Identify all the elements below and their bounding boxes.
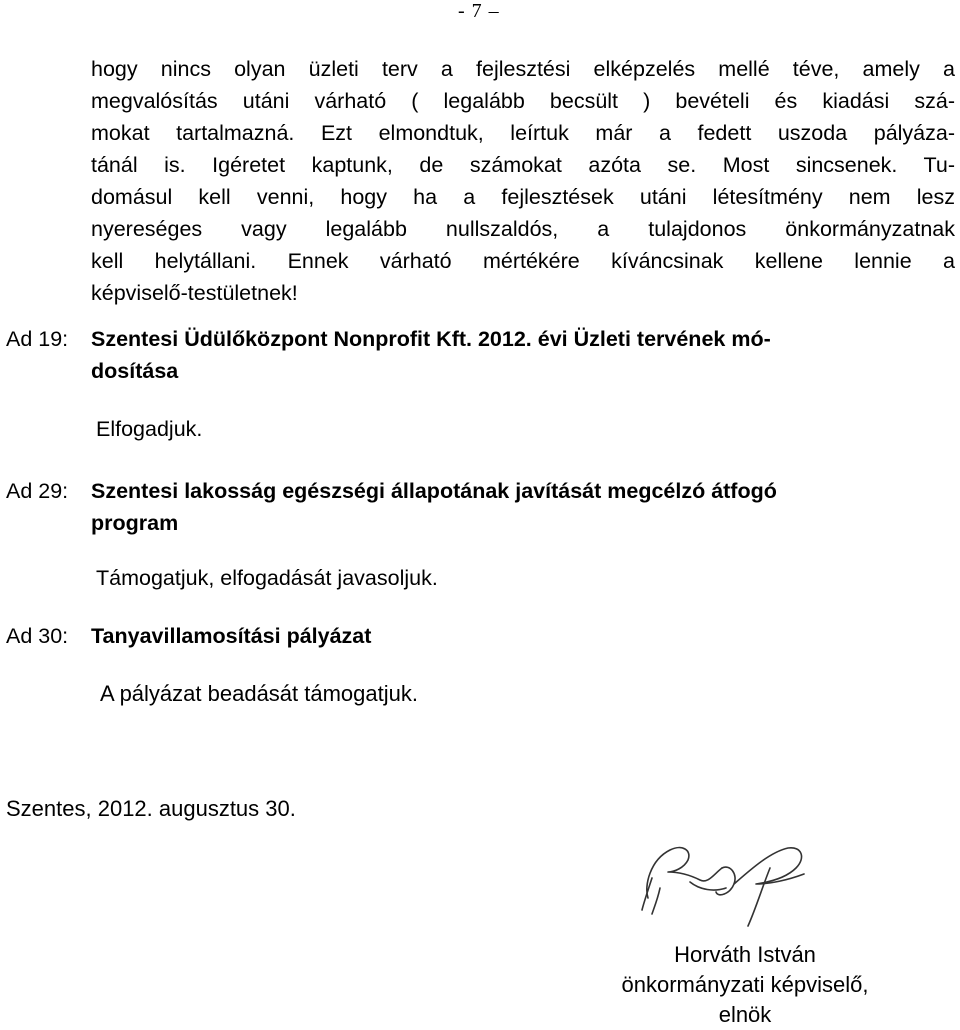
agenda-response-30: A pályázat beadását támogatjuk. xyxy=(100,681,418,706)
agenda-response-29: Támogatjuk, elfogadását javasoljuk. xyxy=(96,566,438,590)
agenda-item-29 xyxy=(6,475,956,539)
agenda-title: Szentesi Üdülőközpont Nonprofit Kft. 2012. évi Üzleti tervének mó- xyxy=(91,327,771,351)
paragraph-line: kell helytállani. Ennek várható mértékére kíváncsinak kellene lennie a xyxy=(91,249,955,273)
signer-block xyxy=(575,940,915,1030)
agenda-item-19 xyxy=(6,323,956,387)
agenda-title: Tanyavillamosítási pályázat xyxy=(91,624,372,648)
agenda-title-continued: program xyxy=(91,511,179,535)
paragraph-line: mokat tartalmazná. Ezt elmondtuk, leírtuk már a fedett uszoda pályáza- xyxy=(91,121,955,145)
place-date: Szentes, 2012. augusztus 30. xyxy=(6,796,296,821)
agenda-number: Ad 19: xyxy=(6,327,69,351)
paragraph-line: domásul kell venni, hogy ha a fejlesztések utáni létesítmény nem lesz xyxy=(91,185,955,209)
agenda-item-30 xyxy=(6,620,956,652)
page-number: - 7 – xyxy=(458,0,500,22)
paragraph-line: hogy nincs olyan üzleti terv a fejlesztési elképzelés mellé téve, amely a xyxy=(91,57,955,81)
signer-role: önkormányzati képviselő, xyxy=(621,972,869,997)
signature-image xyxy=(630,838,810,928)
agenda-number: Ad 29: xyxy=(6,479,69,503)
paragraph-line: nyereséges vagy legalább nullszaldós, a tulajdonos önkormányzatnak xyxy=(91,217,955,241)
paragraph-line: képviselő-testületnek! xyxy=(91,281,298,305)
paragraph-line: tánál is. Igéretet kaptunk, de számokat azóta se. Most sincsenek. Tu- xyxy=(91,153,955,177)
signer-name: Horváth István xyxy=(674,942,816,967)
agenda-title-continued: dosítása xyxy=(91,359,179,383)
paragraph-line: megvalósítás utáni várható ( legalább becsült ) bevételi és kiadási szá- xyxy=(91,89,955,113)
agenda-number: Ad 30: xyxy=(6,624,69,648)
body-paragraph xyxy=(91,53,955,309)
agenda-title: Szentesi lakosság egészségi állapotának javítását megcélzó átfogó xyxy=(91,479,777,503)
signer-title: elnök xyxy=(718,1002,772,1027)
agenda-response-19: Elfogadjuk. xyxy=(96,417,203,441)
